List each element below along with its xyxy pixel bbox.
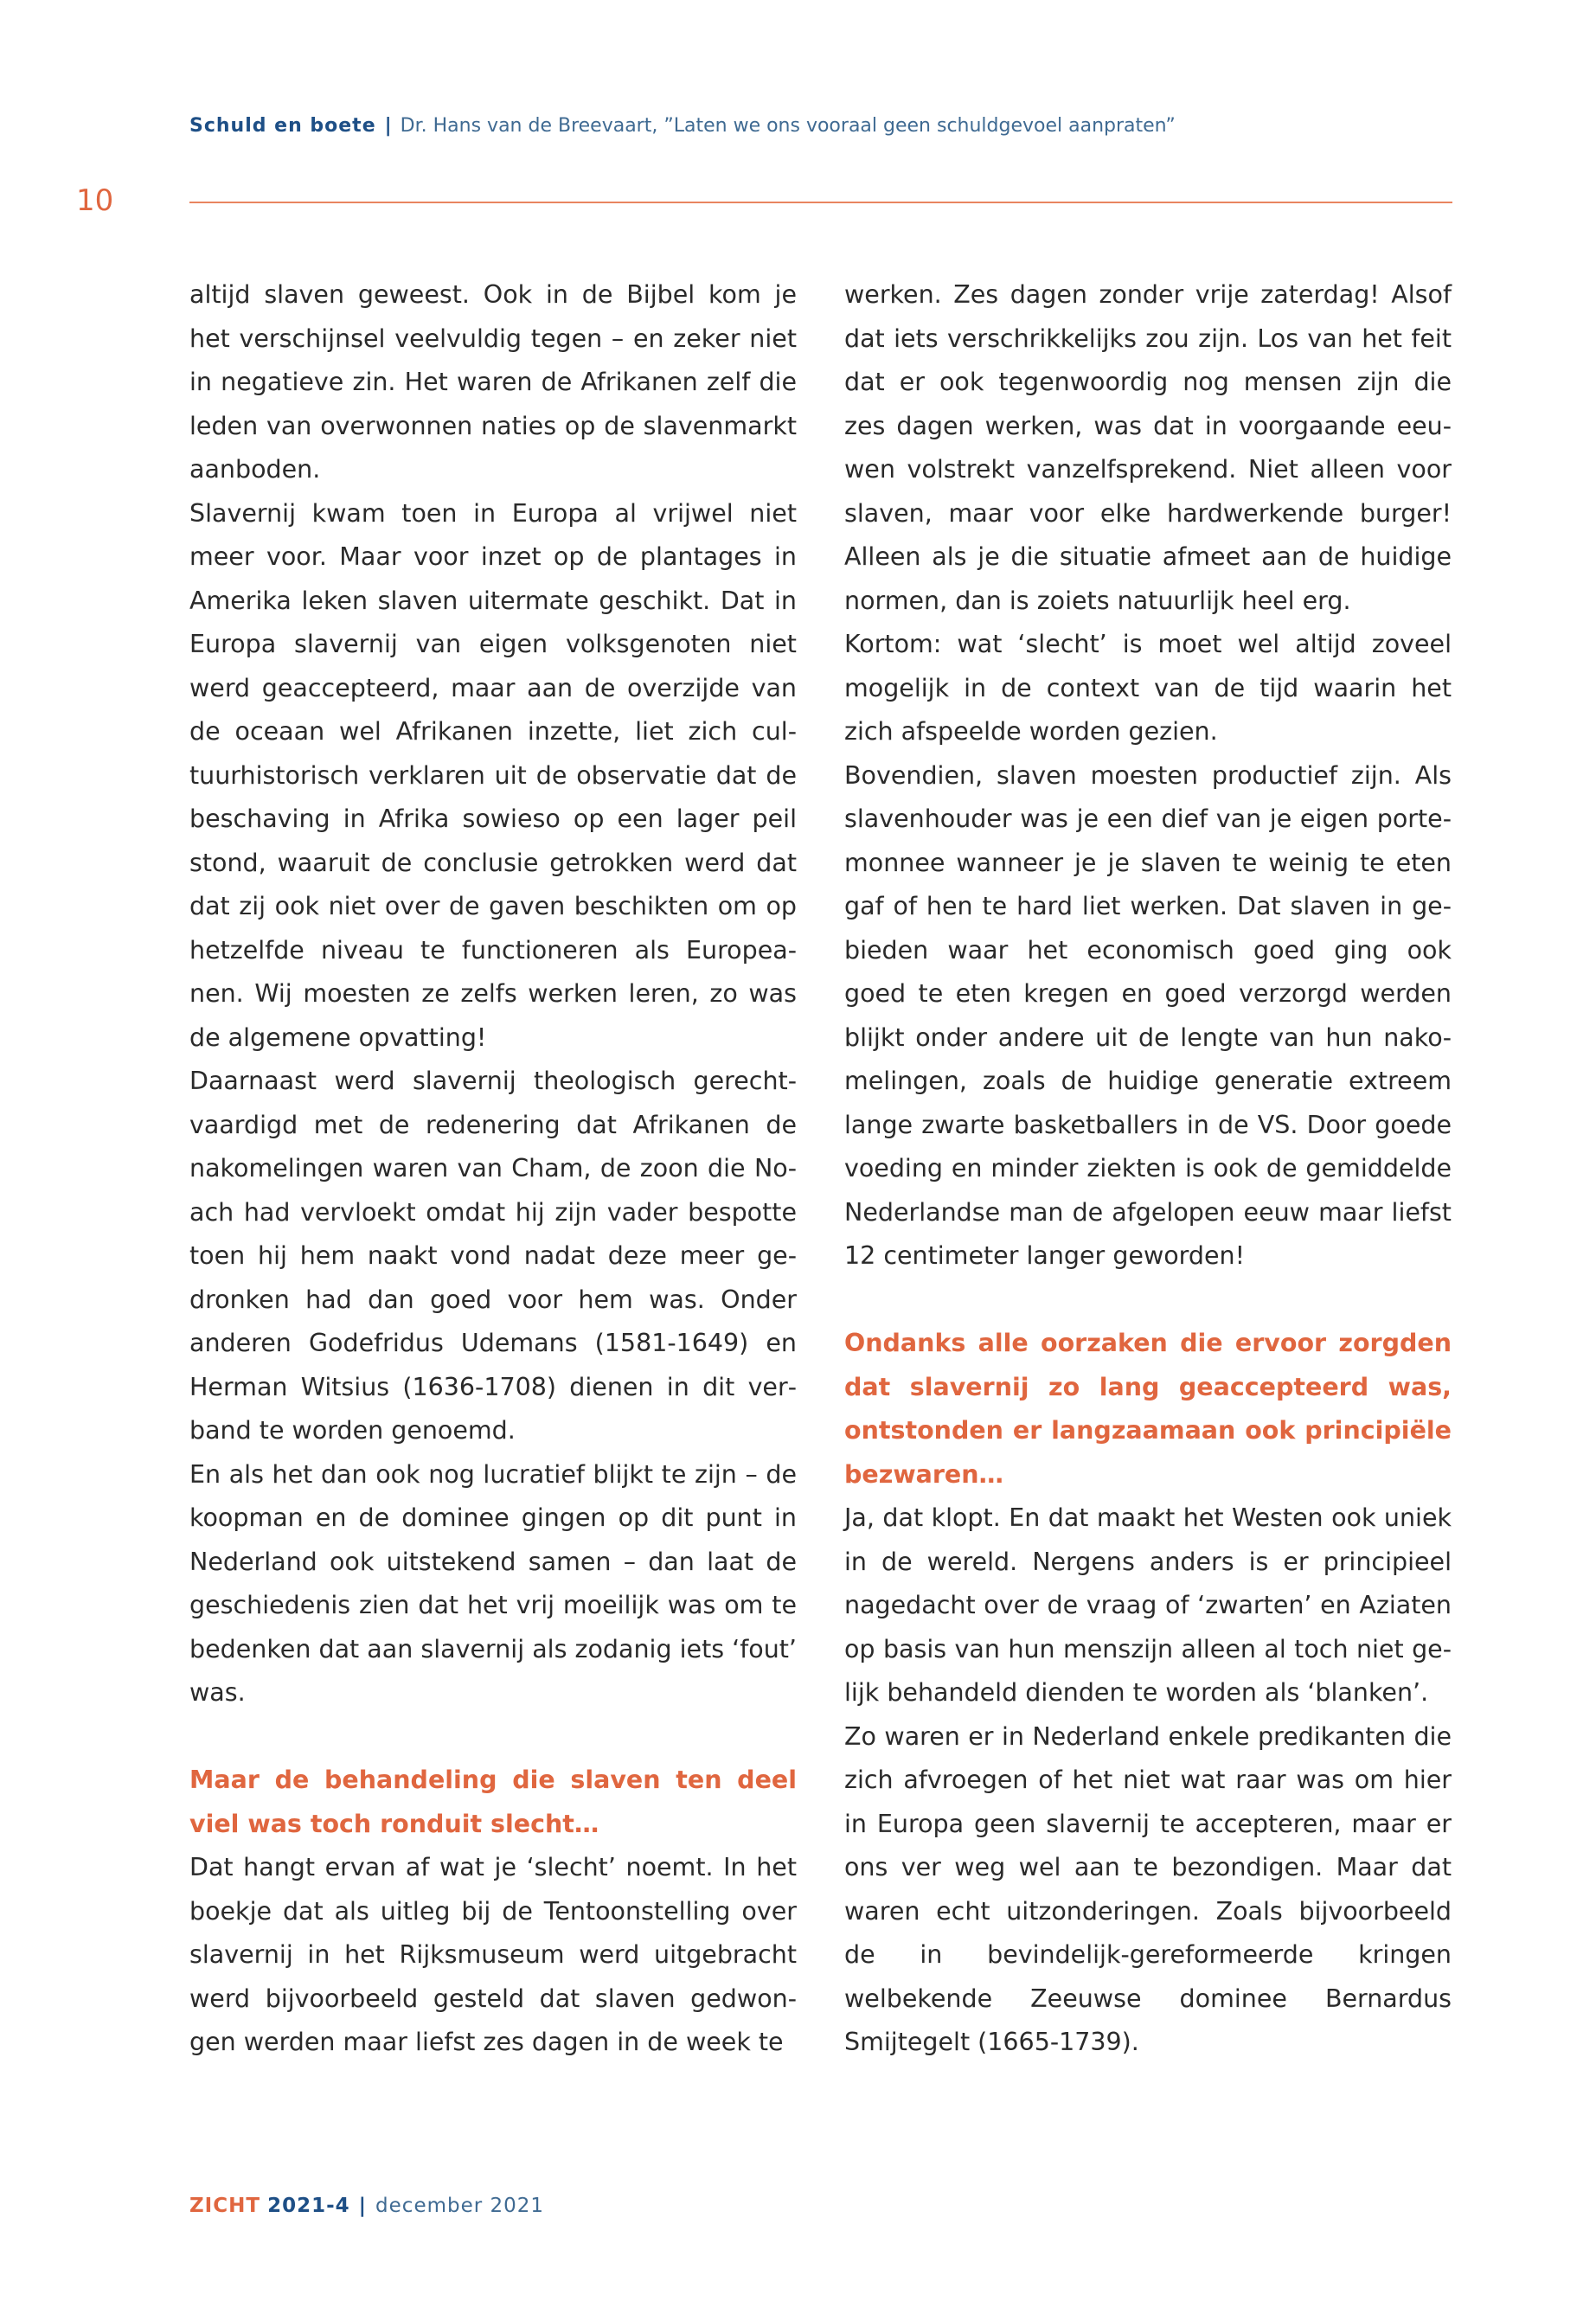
- footer-separator: |: [358, 2195, 368, 2217]
- left-paragraph-5: Dat hangt ervan af wat je ‘slecht’ noemt. In het boekje dat als uitleg bij de Tentoonstelling over slavernij in het Rijksmuseum werd uitgebracht werd bijvoorbeeld gesteld dat slaven gedwongen werden maar liefst zes dagen in de week te: [189, 1853, 797, 2056]
- left-paragraph-1: altijd slaven geweest. Ook in de Bijbel kom je het verschijnsel veelvuldig tegen – en zeker niet in negatieve zin. Het waren de Afrikanen zelf die leden van overwonnen naties op de slavenmarkt aanboden.: [189, 280, 797, 484]
- running-header: [189, 112, 1452, 140]
- header-section-title: Schuld en boete: [189, 115, 376, 137]
- page-footer: [189, 2192, 544, 2220]
- footer-date: december 2021: [375, 2195, 545, 2217]
- footer-brand: ZICHT: [189, 2195, 261, 2217]
- header-rule: [189, 202, 1452, 203]
- right-column: [844, 273, 1452, 2065]
- header-separator: |: [384, 115, 392, 137]
- left-paragraph-2: Slavernij kwam toen in Europa al vrijwel niet meer voor. Maar voor inzet op de plantages in Amerika leken slaven uitermate geschikt. Dat in Europa slavernij van eigen volksgenoten niet werd geaccepteerd, maar aan de overzijde van de oceaan wel Afrikanen inzette, liet zich cultuurhistorisch verklaren uit de observatie dat de beschaving in Afrika sowieso op een lager peil stond, waaruit de conclusie getrokken werd dat dat zij ook niet over de gaven beschikten om op hetzelfde niveau te functioneren als Europeanen. Wij moesten ze zelfs werken leren, zo was de algemene opvatting!: [189, 498, 797, 1052]
- right-paragraph-4: Ja, dat klopt. En dat maakt het Westen ook uniek in de wereld. Nergens anders is er principieel nagedacht over de vraag of ‘zwarten’ en Aziaten op basis van hun menszijn alleen al toch niet gelijk behandeld dienden te worden als ‘blanken’.: [844, 1503, 1452, 1707]
- left-column: [189, 273, 797, 2065]
- interview-question-2: Ondanks alle oorzaken die ervoor zorgden dat slavernij zo lang geaccepteerd was, ontstonden er langzaamaan ook principiële bezwaren…: [844, 1329, 1452, 1489]
- left-paragraph-4: En als het dan ook nog lucratief blijkt te zijn – de koopman en de dominee gingen op dit punt in Nederland ook uitstekend samen – dan laat de geschiedenis zien dat het vrij moeilijk was om te bedenken dat aan slavernij als zodanig iets ‘fout’ was.: [189, 1459, 797, 1707]
- interview-question-1: Maar de behandeling die slaven ten deel viel was toch ronduit slecht…: [189, 1766, 797, 1838]
- right-paragraph-3: Bovendien, slaven moesten productief zijn. Als slavenhouder was je een dief van je eigen portemonnee wanneer je je slaven te weinig te eten gaf of hen te hard liet werken. Dat slaven in gebieden waar het economisch goed ging ook goed te eten kregen en goed verzorgd werden blijkt onder andere uit de lengte van hun nakomelingen, zoals de huidige generatie extreem lange zwarte basketballers in de VS. Door goede voeding en minder ziekten is ook de gemiddelde Nederlandse man de afgelopen eeuw maar liefst 12 centimeter langer geworden!: [844, 760, 1452, 1270]
- left-paragraph-3: Daarnaast werd slavernij theologisch gerechtvaardigd met de redenering dat Afrikanen de nakomelingen waren van Cham, de zoon die Noach had vervloekt omdat hij zijn vader bespotte toen hij hem naakt vond nadat deze meer gedronken had dan goed voor hem was. Onder anderen Godefridus Udemans (1581-1649) en Herman Witsius (1636-1708) dienen in dit verband te worden genoemd.: [189, 1067, 797, 1445]
- right-paragraph-2: Kortom: wat ‘slecht’ is moet wel altijd zoveel mogelijk in de context van de tijd waarin het zich afspeelde worden gezien.: [844, 630, 1452, 746]
- page-number: 10: [76, 183, 114, 218]
- right-paragraph-1: werken. Zes dagen zonder vrije zaterdag! Alsof dat iets verschrikkelijks zou zijn. Los van het feit dat er ook tegenwoordig nog mensen zijn die zes dagen werken, was dat in voorgaande eeuwen volstrekt vanzelfsprekend. Niet alleen voor slaven, maar voor elke hardwerkende burger! Alleen als je die situatie afmeet aan de huidige normen, dan is zoiets natuurlijk heel erg.: [844, 280, 1452, 615]
- header-article-title: Dr. Hans van de Breevaart, ”Laten we ons vooraal geen schuldgevoel aanpraten”: [400, 115, 1176, 137]
- right-paragraph-5: Zo waren er in Nederland enkele predikanten die zich afvroegen of het niet wat raar was om hier in Europa geen slavernij te accepteren, maar er ons ver weg wel aan te bezondigen. Maar dat waren echt uitzonderingen. Zoals bijvoorbeeld de in bevindelijk-gereformeerde kringen welbekende Zeeuwse dominee Bernardus Smijtegelt (1665-1739).: [844, 1721, 1452, 2056]
- footer-issue: 2021-4: [267, 2195, 350, 2217]
